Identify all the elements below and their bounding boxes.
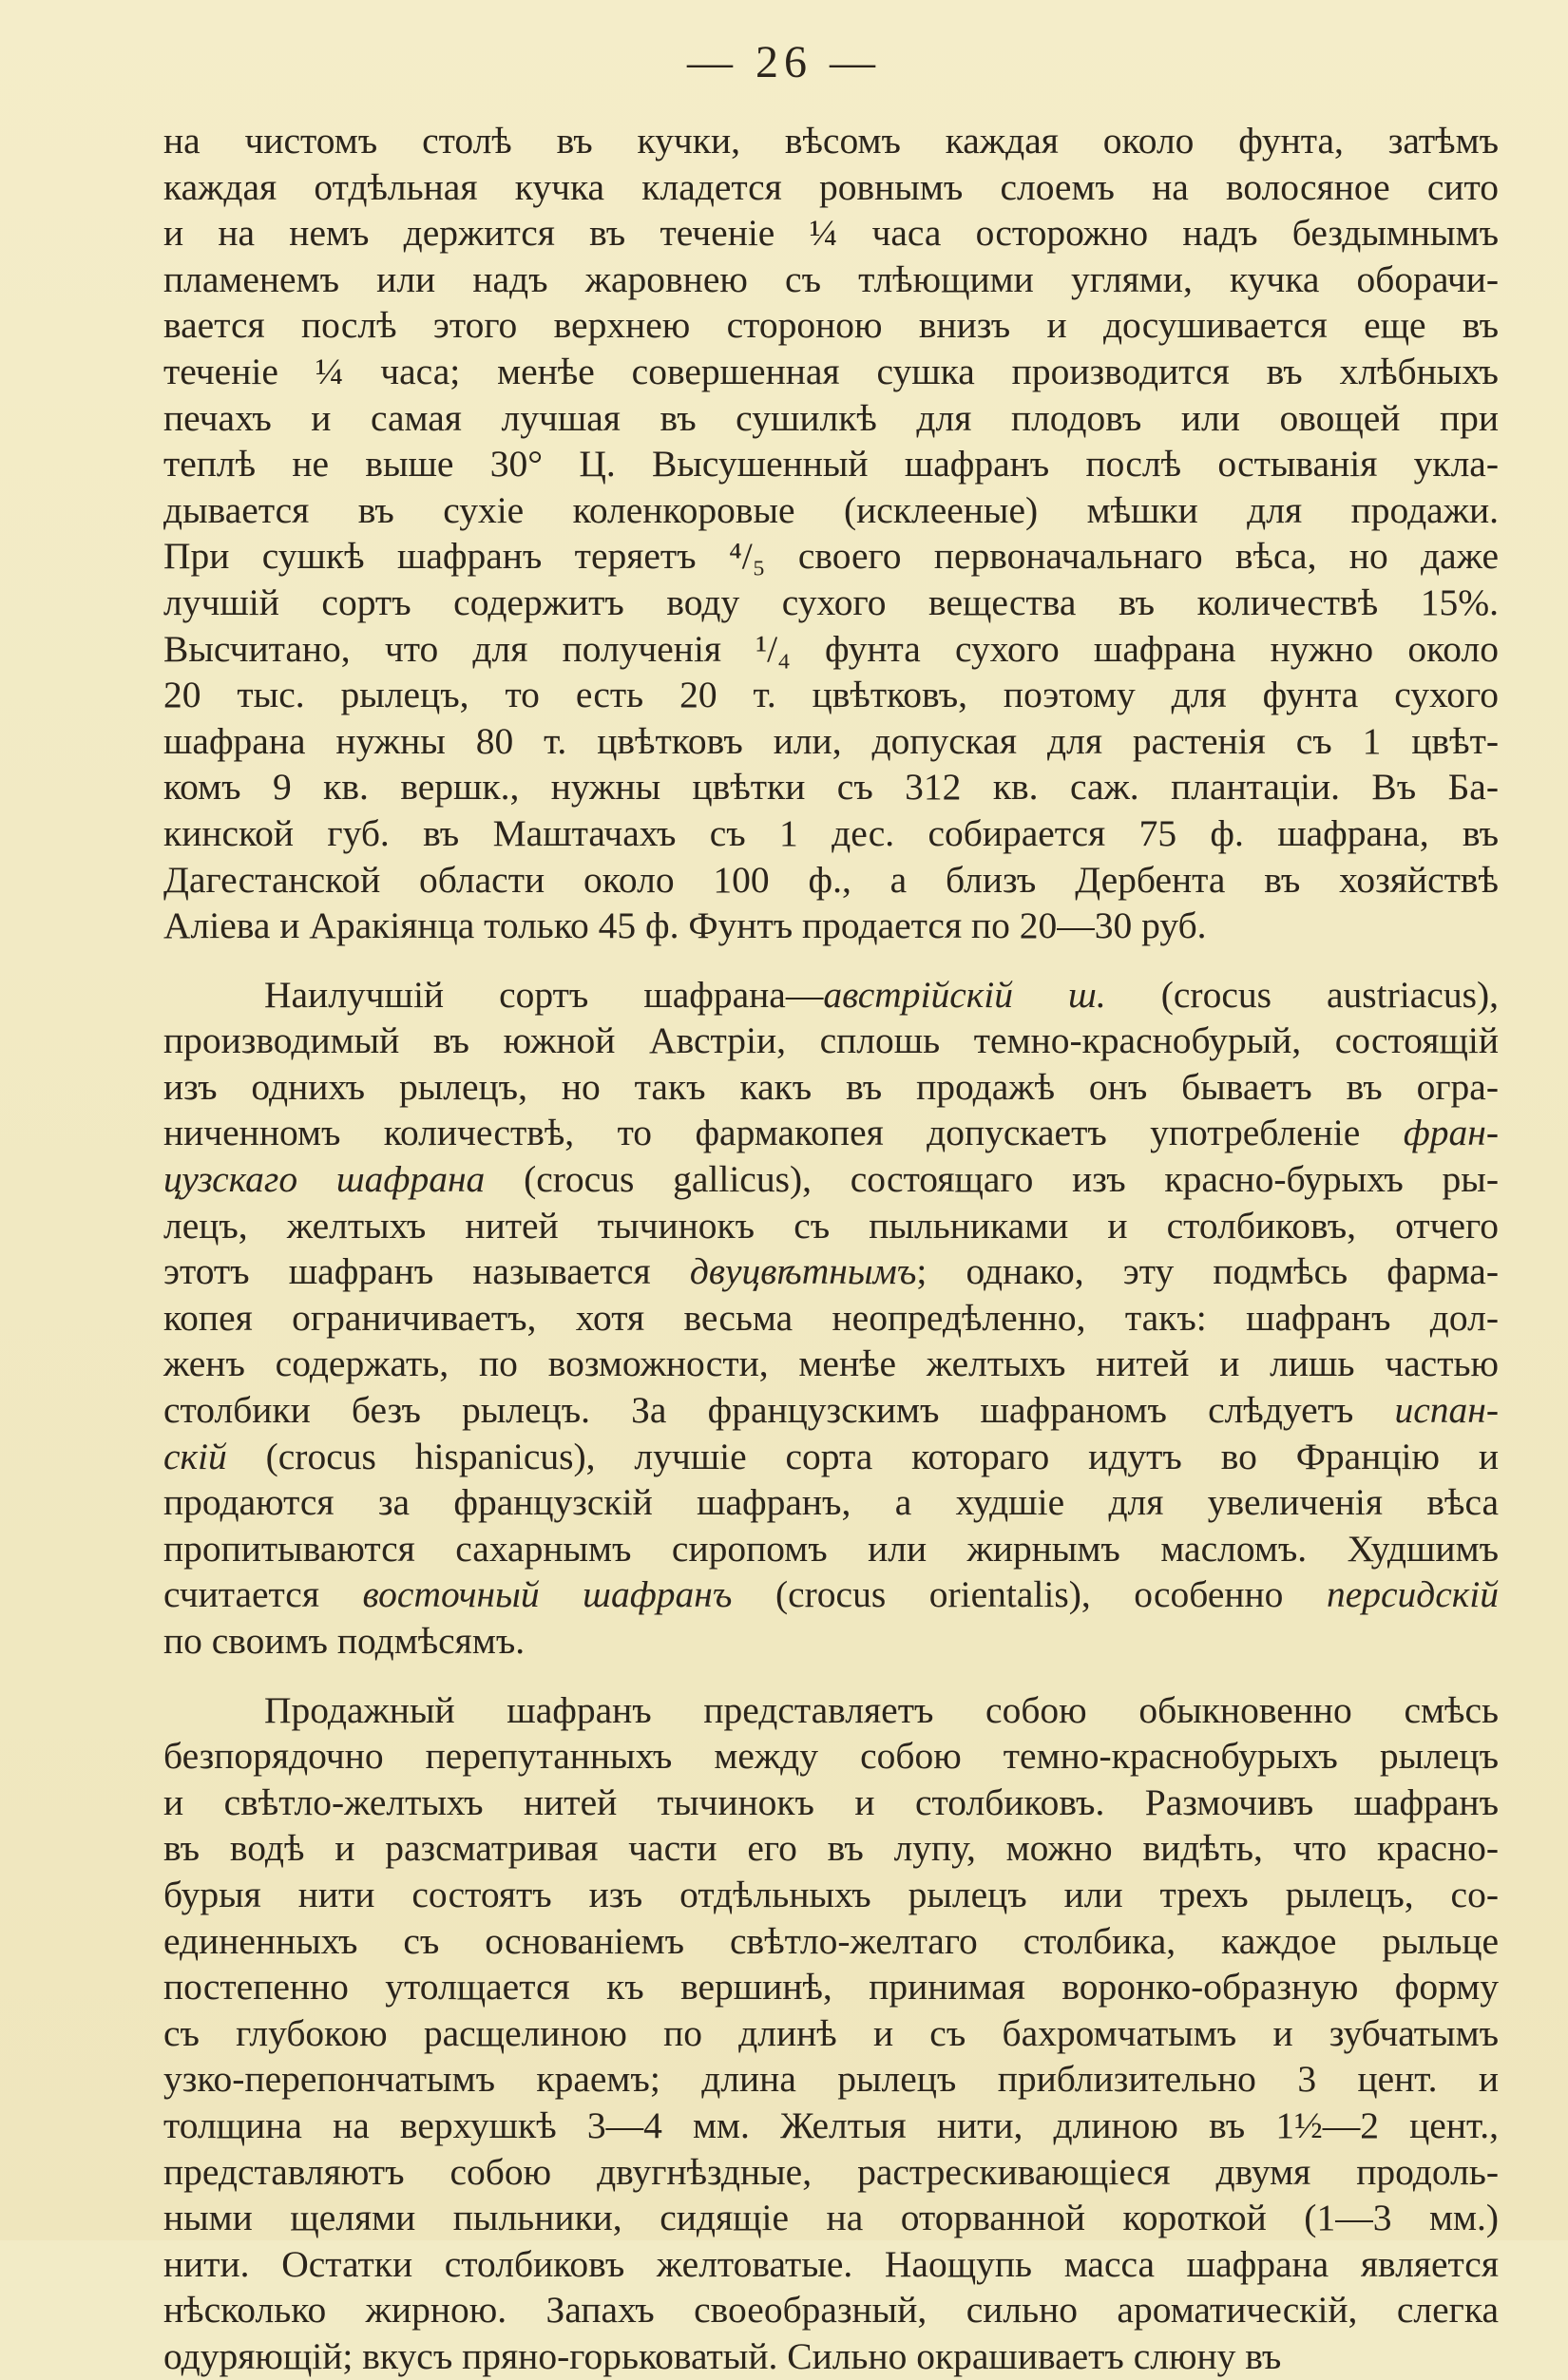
text-line: кинской губ. въ Маштачахъ съ 1 дес. собирается 75 ф. шафрана, въ (163, 811, 1499, 854)
text-line: изъ однихъ рылецъ, но такъ какъ въ продажѣ онъ бываетъ въ огра- (163, 1065, 1499, 1108)
text-line: цузскаго шафрана (crocus gallicus), состоящаго изъ красно-бурыхъ ры- (163, 1158, 1499, 1201)
text-line: копея ограничиваетъ, хотя весьма неопредѣленно, такъ: шафранъ дол- (163, 1296, 1499, 1339)
text-line: вается послѣ этого верхнею стороною внизъ и досушивается еще въ (163, 304, 1499, 347)
text-line: теплѣ не выше 30° Ц. Высушенный шафранъ послѣ остыванія укла- (163, 443, 1499, 486)
text-line: толщина на верхушкѣ 3—4 мм. Желтыя нити, длиною въ 1½—2 цент., (163, 2104, 1499, 2146)
text-line: по своимъ подмѣсямъ. (163, 1620, 526, 1662)
text-line: въ водѣ и разсматривая части его въ лупу, можно видѣть, что красно- (163, 1827, 1499, 1870)
text-line: производимый въ южной Австріи, сплошь темно-краснобурый, состоящій (163, 1019, 1499, 1062)
text-line: ными щелями пыльники, сидящіе на оторванной короткой (1—3 мм.) (163, 2197, 1499, 2239)
text-line: представляютъ собою двугнѣздные, растрескивающіеся двумя продоль- (163, 2150, 1499, 2193)
text-line: узко-перепончатымъ краемъ; длина рылецъ приблизительно 3 цент. и (163, 2058, 1499, 2101)
text-line: нѣсколько жирною. Запахъ своеобразный, сильно ароматическій, слегка (163, 2289, 1499, 2332)
text-line: дывается въ сухіе коленкоровые (исклееные) мѣшки для продажи. (163, 488, 1499, 531)
text-line: каждая отдѣльная кучка кладется ровнымъ слоемъ на волосяное сито (163, 165, 1499, 208)
text-line: одуряющій; вкусъ пряно-горьковатый. Сильно окрашиваетъ слюну въ (163, 2334, 1282, 2377)
text-line: бурыя нити состоятъ изъ отдѣльныхъ рылецъ или трехъ рылецъ, со- (163, 1873, 1499, 1915)
paragraph (163, 118, 1499, 949)
text-line: шафрана нужны 80 т. цвѣтковъ или, допуская для растенія съ 1 цвѣт- (163, 719, 1499, 762)
text-line: женъ содержать, по возможности, менѣе желтыхъ нитей и лишь частью (163, 1342, 1499, 1385)
text-line: считается восточный шафранъ (crocus orientalis), особенно персидскій (163, 1573, 1500, 1616)
text-line: продаются за французскій шафранъ, а худшіе для увеличенія вѣса (163, 1481, 1499, 1524)
text-line: единенныхъ съ основаніемъ свѣтло-желтаго столбика, каждое рыльце (163, 1919, 1499, 1962)
text-line: столбики безъ рылецъ. За французскимъ шафраномъ слѣдуетъ испан- (163, 1389, 1499, 1432)
paragraph (163, 972, 1499, 1665)
text-body (163, 118, 1499, 2380)
text-line: и свѣтло-желтыхъ нитей тычинокъ и столбиковъ. Размочивъ шафранъ (163, 1780, 1499, 1823)
text-line: 20 тыс. рылецъ, то есть 20 т. цвѣтковъ, поэтому для фунта сухого (163, 674, 1499, 716)
text-line: лучшій сортъ содержитъ воду сухого вещества въ количествѣ 15%. (163, 581, 1499, 623)
text-line: постепенно утолщается къ вершинѣ, принимая воронко-образную форму (163, 1966, 1499, 2009)
text-line: нити. Остатки столбиковъ желтоватые. Наощупь масса шафрана является (163, 2242, 1499, 2285)
text-line: Высчитано, что для полученія ¹/₄ фунта сухого шафрана нужно около (163, 627, 1499, 670)
page-number: — 26 — (687, 37, 881, 87)
text-line: Дагестанской области около 100 ф., а близъ Дербента въ хозяйствѣ (163, 858, 1499, 901)
text-line: ниченномъ количествѣ, то фармакопея допускаетъ употребленіе фран- (163, 1112, 1499, 1154)
text-line: Аліева и Аракіянца только 45 ф. Фунтъ продается по 20—30 руб. (163, 904, 1207, 947)
paragraph (163, 1687, 1499, 2380)
text-line: и на немъ держится въ теченіе ¼ часа осторожно надъ бездымнымъ (163, 212, 1499, 255)
text-line: безпорядочно перепутанныхъ между собою темно-краснобурыхъ рылецъ (163, 1735, 1499, 1778)
text-line: Продажный шафранъ представляетъ собою обыкновенно смѣсь (264, 1688, 1499, 1731)
text-line: теченіе ¼ часа; менѣе совершенная сушка производится въ хлѣбныхъ (163, 350, 1499, 392)
text-line: пламенемъ или надъ жаровнею съ тлѣющими углями, кучка оборачи- (163, 257, 1499, 300)
text-line: Наилучшій сортъ шафрана—австрійскій ш. (crocus austriacus), (264, 973, 1499, 1016)
text-line: комъ 9 кв. вершк., нужны цвѣтки съ 312 кв. саж. плантаціи. Въ Ба- (163, 766, 1499, 809)
text-line: печахъ и самая лучшая въ сушилкѣ для плодовъ или овощей при (163, 396, 1499, 439)
text-line: лецъ, желтыхъ нитей тычинокъ съ пыльниками и столбиковъ, отчего (163, 1204, 1499, 1247)
text-line: на чистомъ столѣ въ кучки, вѣсомъ каждая около фунта, затѣмъ (163, 120, 1499, 162)
text-line: скій (crocus hispanicus), лучшіе сорта котораго идутъ во Францію и (163, 1435, 1499, 1477)
text-line: пропитываются сахарнымъ сиропомъ или жирнымъ масломъ. Худшимъ (163, 1527, 1499, 1570)
text-line: При сушкѣ шафранъ теряетъ ⁴/₅ своего первоначальнаго вѣса, но даже (163, 535, 1499, 578)
text-line: съ глубокою расщелиною по длинѣ и съ бахромчатымъ и зубчатымъ (163, 2011, 1499, 2054)
text-line: этотъ шафранъ называется двуцвѣтнымъ; однако, эту подмѣсь фарма- (163, 1250, 1499, 1293)
